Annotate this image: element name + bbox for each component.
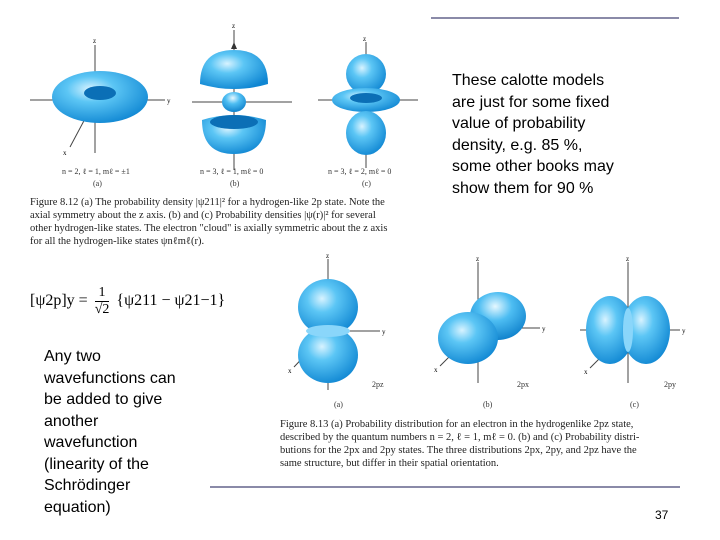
- note-line: another: [44, 412, 99, 430]
- note-line: equation): [44, 498, 111, 516]
- figure-813c-2py-diagram: [580, 255, 700, 388]
- axis-y-label: y: [682, 327, 686, 335]
- note-line: wavefunction: [44, 434, 138, 451]
- equation-numerator: 1: [95, 285, 110, 302]
- fig812-c-label: (c): [362, 179, 371, 188]
- fig813-py-label: 2py: [664, 380, 676, 389]
- linear-combination-equation: [30, 285, 225, 318]
- note-line: (linearity of the: [44, 455, 149, 473]
- equation-lhs: [ψ2p]y =: [30, 292, 88, 310]
- fig813-px-label: 2px: [517, 380, 529, 389]
- axis-z-label: z: [626, 255, 630, 263]
- figure-812c-orbital-diagram: [318, 35, 428, 173]
- axis-x-label: x: [584, 368, 588, 376]
- note-line: Any two: [44, 348, 101, 365]
- linearity-note: [44, 346, 204, 518]
- axis-z-label: z: [93, 37, 97, 45]
- note-line: are just for some fixed: [452, 93, 610, 111]
- equation-denominator: √2: [94, 302, 110, 317]
- axis-z-label: z: [363, 35, 367, 43]
- note-line: wavefunctions can: [44, 369, 176, 387]
- fig812-a-quantum-label: n = 2, ℓ = 1, mℓ = ±1: [62, 167, 130, 176]
- axis-x-label: x: [288, 367, 292, 375]
- bottom-rule: [210, 486, 680, 488]
- note-line: show them for 90 %: [452, 179, 594, 197]
- caption-line: Figure 8.12 (a) The probability density |ψ211|² for a hydrogen-like 2p state. Note the: [30, 197, 385, 208]
- note-line: density, e.g. 85 %,: [452, 136, 583, 154]
- note-line: be added to give: [44, 391, 163, 408]
- note-line: some other books may: [452, 158, 614, 175]
- figure-813-caption: [280, 418, 690, 470]
- axis-y-label: y: [382, 328, 386, 336]
- fig813-a-label: (a): [334, 400, 343, 409]
- note-line: Schrödinger: [44, 477, 131, 494]
- axis-z-label: z: [476, 255, 480, 263]
- caption-line: butions for the 2px and 2py states. The three distributions 2px, 2py, and 2pz have the: [280, 445, 637, 456]
- caption-line: for all the hydrogen-like states ψnℓmℓ(r).: [30, 236, 205, 247]
- axis-x-label: x: [434, 366, 438, 374]
- axis-z-label: z: [326, 252, 330, 260]
- figure-812-caption: [30, 196, 450, 248]
- note-line: These calotte models: [452, 72, 605, 89]
- axis-z-label: z: [232, 22, 236, 30]
- fig812-a-label: (a): [93, 179, 102, 188]
- axis-y-label: y: [167, 97, 171, 105]
- caption-line: axial symmetry about the z axis. (b) and (c) Probability densities |ψ(r)|² for several: [30, 210, 376, 221]
- fig812-b-quantum-label: n = 3, ℓ = 1, mℓ = 0: [200, 167, 264, 176]
- fig813-pz-label: 2pz: [372, 380, 384, 389]
- axis-x-label: x: [63, 149, 67, 157]
- caption-line: described by the quantum numbers n = 2, ℓ = 1, mℓ = 0. (b) and (c) Probability distri-: [280, 432, 640, 443]
- figure-812a-torus-diagram: [25, 35, 185, 160]
- fig812-c-quantum-label: n = 3, ℓ = 2, mℓ = 0: [328, 167, 392, 176]
- figure-813a-2pz-diagram: [280, 252, 410, 395]
- page-number: 37: [655, 508, 669, 522]
- equation-fraction: [95, 285, 110, 318]
- figure-812b-orbital-diagram: [192, 22, 302, 172]
- calotte-note: [452, 70, 662, 199]
- figure-813b-2px-diagram: [430, 255, 560, 388]
- fig813-b-label: (b): [483, 400, 493, 409]
- equation-rhs: {ψ211 − ψ21−1}: [116, 292, 226, 310]
- fig813-c-label: (c): [630, 400, 639, 409]
- caption-line: Figure 8.13 (a) Probability distribution for an electron in the hydrogenlike 2pz state,: [280, 419, 634, 430]
- top-rule: [431, 17, 679, 19]
- fig812-b-label: (b): [230, 179, 240, 188]
- caption-line: other hydrogen-like states. The electron "cloud" is axially symmetric about the z axis: [30, 223, 388, 234]
- note-line: value of probability: [452, 115, 586, 132]
- axis-y-label: y: [542, 325, 546, 333]
- caption-line: same structure, but differ in their spatial orientation.: [280, 458, 499, 469]
